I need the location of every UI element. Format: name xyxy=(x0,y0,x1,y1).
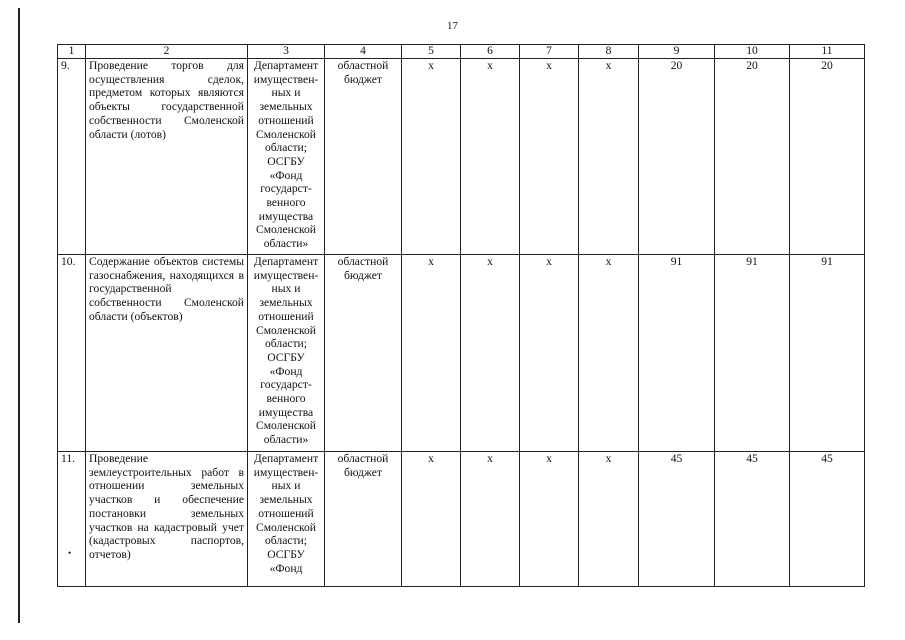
measure-name: Проведение торгов для осуществления сделок, предметом которых являются объекты государственной собственности Смоленской области (лотов) xyxy=(86,59,248,255)
cell-col10: 45 xyxy=(715,452,790,587)
measures-table xyxy=(57,44,865,587)
cell-col8: х xyxy=(579,59,639,255)
table-row xyxy=(58,452,865,587)
cell-col11: 20 xyxy=(790,59,865,255)
col-header: 9 xyxy=(639,45,715,59)
col-header: 10 xyxy=(715,45,790,59)
col-header: 4 xyxy=(325,45,402,59)
cell-col11: 45 xyxy=(790,452,865,587)
executor: Департамент имуществен-ных и земельных отношений Смоленской области; ОСГБУ «Фонд государст-венного имущества Смоленской области» xyxy=(248,255,325,452)
row-number: 10. xyxy=(58,255,86,452)
measure-name: Проведение землеустроительных работ в отношении земельных участков и обеспечение постановки земельных участков на кадастровый учет (кадастровых паспортов, отчетов) xyxy=(86,452,248,587)
cell-col9: 91 xyxy=(639,255,715,452)
cell-col7: х xyxy=(520,59,579,255)
col-header: 6 xyxy=(461,45,520,59)
row-number: 11. xyxy=(58,452,86,587)
col-header: 7 xyxy=(520,45,579,59)
col-header: 11 xyxy=(790,45,865,59)
funding-source: областной бюджет xyxy=(325,255,402,452)
cell-col7: х xyxy=(520,452,579,587)
left-margin-rule xyxy=(18,8,20,623)
col-header: 3 xyxy=(248,45,325,59)
cell-col6: х xyxy=(461,255,520,452)
col-header: 5 xyxy=(402,45,461,59)
executor: Департамент имуществен-ных и земельных отношений Смоленской области; ОСГБУ «Фонд государст-венного имущества Смоленской области» xyxy=(248,59,325,255)
table-row xyxy=(58,59,865,255)
cell-col5: х xyxy=(402,452,461,587)
cell-col6: х xyxy=(461,59,520,255)
cell-col8: х xyxy=(579,452,639,587)
executor: Департамент имуществен-ных и земельных отношений Смоленской области; ОСГБУ «Фонд xyxy=(248,452,325,587)
margin-mark: • xyxy=(68,548,72,558)
table-row xyxy=(58,255,865,452)
cell-col5: х xyxy=(402,255,461,452)
col-header: 8 xyxy=(579,45,639,59)
cell-col9: 20 xyxy=(639,59,715,255)
cell-col7: х xyxy=(520,255,579,452)
row-number: 9. xyxy=(58,59,86,255)
cell-col6: х xyxy=(461,452,520,587)
col-header: 1 xyxy=(58,45,86,59)
cell-col10: 20 xyxy=(715,59,790,255)
cell-col11: 91 xyxy=(790,255,865,452)
page-number: 17 xyxy=(447,20,458,32)
col-header: 2 xyxy=(86,45,248,59)
funding-source: областной бюджет xyxy=(325,452,402,587)
cell-col5: х xyxy=(402,59,461,255)
cell-col8: х xyxy=(579,255,639,452)
funding-source: областной бюджет xyxy=(325,59,402,255)
cell-col10: 91 xyxy=(715,255,790,452)
column-number-row xyxy=(58,45,865,59)
cell-col9: 45 xyxy=(639,452,715,587)
measure-name: Содержание объектов системы газоснабжения, находящихся в государственной собственности Смоленской области (объектов) xyxy=(86,255,248,452)
